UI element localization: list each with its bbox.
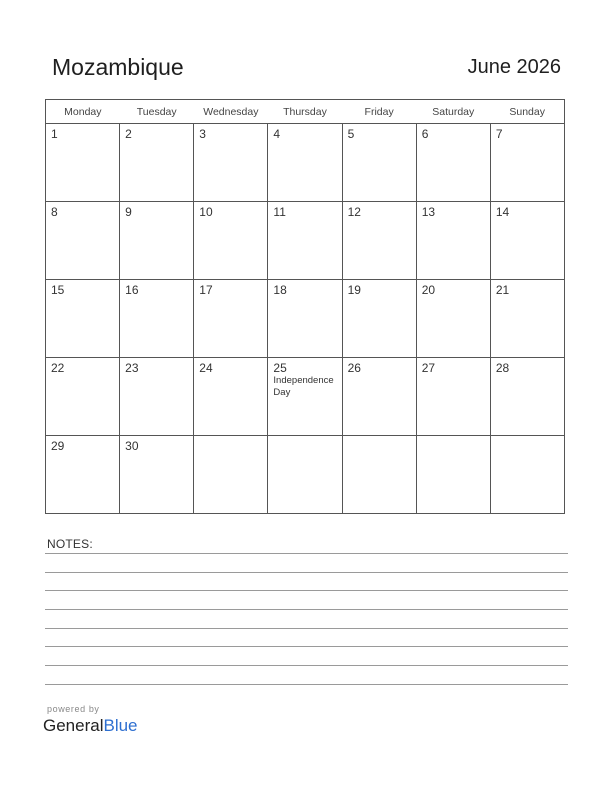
day-cell-content — [120, 124, 193, 201]
day-number: 19 — [347, 283, 361, 297]
calendar-body — [46, 124, 565, 514]
note-line — [45, 684, 568, 685]
day-number: 23 — [125, 361, 139, 375]
calendar-day-cell[interactable] — [46, 124, 120, 202]
note-line — [45, 572, 568, 573]
day-number: 18 — [273, 283, 287, 297]
calendar-day-cell[interactable] — [194, 124, 268, 202]
day-number: 11 — [273, 205, 286, 219]
day-number: 8 — [51, 205, 58, 219]
calendar-day-cell[interactable] — [268, 202, 342, 280]
note-line — [45, 665, 568, 666]
weekday-tuesday: Tuesday — [120, 100, 194, 124]
day-cell-content — [417, 202, 490, 279]
calendar-week-row — [46, 436, 565, 514]
weekday-sunday: Sunday — [490, 100, 564, 124]
calendar-day-cell[interactable] — [268, 358, 342, 436]
calendar-day-cell[interactable] — [120, 124, 194, 202]
day-number: 27 — [421, 361, 436, 375]
calendar-day-cell[interactable] — [490, 202, 564, 280]
day-cell-content — [268, 202, 341, 279]
day-number: 16 — [125, 283, 139, 297]
day-cell-content — [120, 358, 193, 435]
holiday-label: Independence Day — [273, 375, 334, 398]
day-number: 29 — [51, 439, 65, 453]
day-number: 9 — [125, 205, 132, 219]
calendar-day-cell[interactable] — [416, 280, 490, 358]
day-cell-content — [46, 358, 119, 435]
day-cell-content — [194, 280, 267, 357]
day-cell-content — [268, 280, 341, 357]
day-cell-content — [46, 124, 119, 201]
weekday-friday: Friday — [342, 100, 416, 124]
calendar-day-cell[interactable] — [120, 358, 194, 436]
calendar-day-cell[interactable] — [194, 202, 268, 280]
calendar-day-cell[interactable] — [342, 124, 416, 202]
day-number: 2 — [125, 127, 132, 141]
generalblue-logo[interactable] — [43, 716, 138, 736]
calendar-day-cell[interactable] — [416, 436, 490, 514]
calendar-day-cell[interactable] — [342, 202, 416, 280]
weekday-thursday: Thursday — [268, 100, 342, 124]
day-cell-content — [343, 280, 416, 357]
weekday-saturday: Saturday — [416, 100, 490, 124]
calendar-day-cell[interactable] — [416, 202, 490, 280]
day-number: 1 — [51, 127, 58, 141]
calendar-day-cell[interactable] — [46, 202, 120, 280]
day-cell-content — [491, 358, 564, 435]
month-year-title: June 2026 — [467, 56, 561, 78]
day-number: 15 — [51, 283, 65, 297]
note-line — [45, 590, 568, 591]
day-cell-content — [268, 358, 341, 435]
calendar-day-cell[interactable] — [194, 358, 268, 436]
calendar-day-cell[interactable] — [120, 202, 194, 280]
country-title: Mozambique — [52, 54, 184, 80]
day-cell-content — [46, 202, 119, 279]
calendar-day-cell[interactable] — [194, 280, 268, 358]
weekday-monday: Monday — [46, 100, 120, 124]
day-cell-content — [343, 358, 416, 435]
day-cell-content — [46, 436, 119, 513]
day-number: 10 — [199, 205, 213, 219]
calendar-day-cell[interactable] — [268, 436, 342, 514]
calendar-day-cell[interactable] — [490, 358, 564, 436]
calendar-day-cell[interactable] — [194, 436, 268, 514]
day-cell-content — [120, 202, 193, 279]
note-line — [45, 553, 568, 554]
calendar-day-cell[interactable] — [46, 436, 120, 514]
day-cell-content — [268, 436, 341, 513]
day-number: 20 — [421, 283, 436, 297]
notes-label: NOTES: — [47, 537, 93, 551]
calendar-day-cell[interactable] — [46, 280, 120, 358]
day-cell-content — [194, 202, 267, 279]
day-cell-content — [120, 280, 193, 357]
day-number: 5 — [347, 127, 355, 141]
day-cell-content — [343, 202, 416, 279]
calendar-day-cell[interactable] — [490, 124, 564, 202]
calendar-day-cell[interactable] — [342, 436, 416, 514]
note-line — [45, 646, 568, 647]
day-number: 26 — [347, 361, 361, 375]
day-cell-content — [343, 124, 416, 201]
day-number: 25 — [273, 361, 287, 375]
day-cell-content — [194, 436, 267, 513]
day-cell-content — [268, 124, 341, 201]
day-cell-content — [417, 280, 490, 357]
day-number: 13 — [421, 205, 436, 219]
day-number: 6 — [421, 127, 429, 141]
calendar-day-cell[interactable] — [342, 280, 416, 358]
day-number: 17 — [199, 283, 213, 297]
calendar-week-row — [46, 358, 565, 436]
day-cell-content — [120, 436, 193, 513]
weekday-header-row — [46, 100, 565, 124]
day-cell-content — [46, 280, 119, 357]
day-cell-content — [491, 280, 564, 357]
weekday-wednesday: Wednesday — [194, 100, 268, 124]
calendar-day-cell[interactable] — [416, 124, 490, 202]
note-line — [45, 628, 568, 629]
day-number: 24 — [199, 361, 213, 375]
calendar-day-cell[interactable] — [342, 358, 416, 436]
day-number: 4 — [273, 127, 281, 141]
brand-general-text: General — [43, 716, 104, 735]
calendar-day-cell[interactable] — [120, 280, 194, 358]
day-cell-content — [194, 358, 267, 435]
day-number: 22 — [51, 361, 65, 375]
day-number: 14 — [495, 205, 510, 219]
day-cell-content — [491, 436, 564, 513]
day-cell-content — [417, 436, 490, 513]
calendar-day-cell[interactable] — [120, 436, 194, 514]
day-cell-content — [343, 436, 416, 513]
calendar-week-row — [46, 202, 565, 280]
day-number: 3 — [199, 127, 206, 141]
brand-blue-text: Blue — [103, 716, 138, 735]
note-line — [45, 609, 568, 610]
day-cell-content — [417, 358, 490, 435]
day-cell-content — [194, 124, 267, 201]
calendar-day-cell[interactable] — [416, 358, 490, 436]
calendar-day-cell[interactable] — [268, 280, 342, 358]
day-number: 30 — [125, 439, 139, 453]
day-number: 21 — [495, 283, 510, 297]
calendar-day-cell[interactable] — [490, 280, 564, 358]
calendar-grid — [45, 99, 565, 514]
day-number: 28 — [495, 361, 510, 375]
calendar-week-row — [46, 280, 565, 358]
day-cell-content — [417, 124, 490, 201]
calendar-day-cell[interactable] — [268, 124, 342, 202]
day-number: 12 — [347, 205, 361, 219]
calendar-week-row — [46, 124, 565, 202]
calendar-day-cell[interactable] — [490, 436, 564, 514]
day-number: 7 — [495, 127, 503, 141]
day-cell-content — [491, 124, 564, 201]
day-cell-content — [491, 202, 564, 279]
powered-by-text: powered by — [47, 704, 100, 714]
calendar-day-cell[interactable] — [46, 358, 120, 436]
